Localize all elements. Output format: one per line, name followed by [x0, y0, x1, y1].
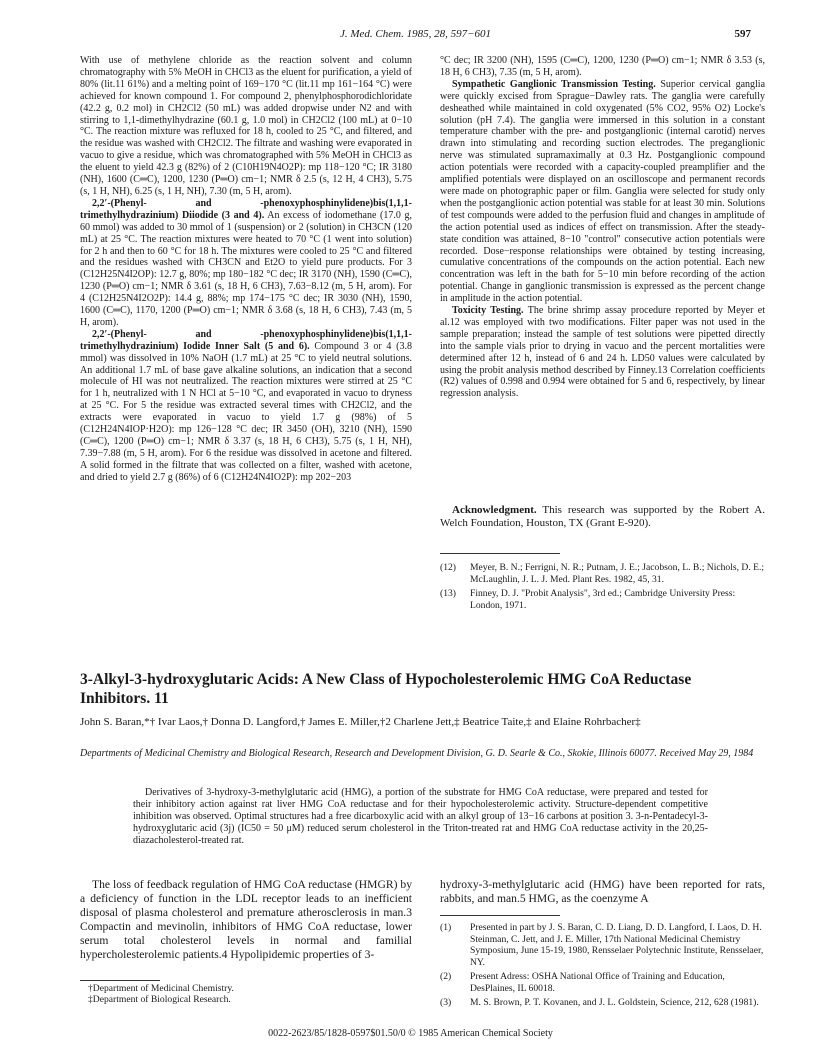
paragraph-continuation: °C dec; IR 3200 (NH), 1595 (C═C), 1200, 1230 (P═O) cm−1; NMR δ 3.53 (s, 18 H, 6 CH3), 7.35 (m, 5 H, arom).: [440, 55, 765, 78]
acknowledgment-heading: Acknowledgment.: [452, 504, 537, 516]
section-ganglionic: [440, 79, 765, 305]
article-body-right: [440, 878, 765, 906]
reference-text: Finney, D. J. "Probit Analysis", 3rd ed.; Cambridge University Press: London, 1971.: [470, 588, 736, 611]
article-title: 3-Alkyl-3-hydroxyglutaric Acids: A New Class of Hypocholesterolemic HMG CoA Reductase Inhibitors. 11: [80, 671, 692, 707]
reference-item: [440, 997, 765, 1009]
reference-number: (12): [440, 562, 456, 573]
acknowledgment: [440, 504, 765, 530]
section-inner-salt: [80, 329, 412, 484]
copyright-footer: 0022-2623/85/1828-0597$01.50/0 © 1985 American Chemical Society: [268, 1028, 553, 1039]
references-divider: [440, 915, 560, 916]
reference-item: [440, 588, 765, 611]
abstract-text: Derivatives of 3-hydroxy-3-methylglutaric acid (HMG), a portion of the substrate for HMG CoA reductase, were prepared and tested for their inhibitory action against rat liver HMG CoA reductase and for their hypocholesterolemic activity. Structure-dependent competitive inhibition was observed. Optimal structures had a free dicarboxylic acid with an alkyl group of 13−16 carbons at position 3. 3-n-Pentadecyl-3-hydroxyglutaric acid (3j) (IC50 = 50 μM) reduced serum cholesterol in the Triton-treated rat and HMG CoA reductase activity in the 20,25-diazacholesterol-treated rat.: [133, 787, 708, 846]
section-toxicity: [440, 305, 765, 400]
section-text: An excess of iodomethane (17.0 g, 60 mmol) was added to 30 mmol of 1 (suspension) or 2 (solution) in CH3CN (120 mL) at 25 °C. The reaction mixtures were heated to 70 °C (1 went into solution) for 2 h and then to 60 °C for 18 h. The mixtures were cooled to 25 °C and filtered and the residues washed with CH3CN and Et2O to yield pure products. For 3 (C12H25N4I2OP): 12.7 g, 80%; mp 180−182 °C dec; IR 3170 (NH), 1590 (C═C), 1230 (P═O) cm−1; NMR δ 3.61 (s, 18 H, 6 CH3), 7.63−8.12 (m, 5 H, arom). For 4 (C12H25N4I2O2P): 14.4 g, 88%; mp 174−175 °C dec; IR 3030 (NH), 1590, 1600 (C═C), 1170, 1200 (P═O) cm−1; NMR δ 3.68 (s, 18 H, 6 CH3), 7.43 (m, 5 H, arom).: [80, 209, 412, 328]
section-heading: 2,2′-(Phenyl- and -phenoxyphosphinylidene)bis(1,1,1-trimethylhydrazinium) Iodide Inner Salt (5 and 6).: [80, 328, 412, 352]
reference-item: [440, 922, 765, 968]
article-affiliation: Departments of Medicinal Chemistry and Biological Research, Research and Development Division, G. D. Searle & Co., Skokie, Illinois 60077. Received May 29, 1984: [80, 748, 754, 759]
section-heading: Toxicity Testing.: [452, 305, 524, 317]
section-heading: 2,2′-(Phenyl- and -phenoxyphosphinylidene)bis(1,1,1-trimethylhydrazinium) Diiodide (3 and 4).: [80, 197, 412, 221]
reference-number: (13): [440, 588, 456, 599]
body-paragraph: hydroxy-3-methylglutaric acid (HMG) have been reported for rats, rabbits, and man.5 HMG, as the coenzyme A: [440, 878, 765, 905]
reference-number: (1): [440, 922, 452, 933]
reference-item: [440, 971, 765, 994]
article-authors: John S. Baran,*† Ivar Laos,† Donna D. Langford,† James E. Miller,†2 Charlene Jett,‡ Beatrice Taite,‡ and Elaine Rohrbacher‡: [80, 716, 641, 728]
acknowledgment-text: This research was supported by the Robert A. Welch Foundation, Houston, TX (Grant E-920).: [440, 504, 765, 529]
footnote-item: †Department of Medicinal Chemistry.: [88, 983, 234, 994]
article-abstract: [133, 787, 708, 847]
right-column: [440, 55, 765, 400]
left-column: [80, 55, 412, 484]
reference-item: [440, 562, 765, 585]
section-text: Compound 3 or 4 (3.8 mmol) was dissolved in 10% NaOH (1.7 mL) at 25 °C to yield neutral solutions. An additional 1.7 mL of base gave alkaline solutions, an indication that a second molecule of HI was not neutralized. The reaction mixtures were stirred at 25 °C for 1 h, neutralized with 1 N HCl at 5−10 °C, and evaporated in vacuo to dryness at 25 °C. For 5 the residue was extracted several times with CH2Cl2, and the extracts were evaporated in vacuo to yield 1.7 g (98%) of 5 (C12H24N4IOP·H2O): mp 126−128 °C dec; IR 3450 (OH), 3210 (NH), 1590 (C═C), 1200 (P═O) cm−1; NMR δ 3.37 (s, 18 H, 6 CH3), 5.75 (s, 1 H, NH), 7.39−7.88 (m, 5 H, arom). For 6 the residue was dissolved in acetone and filtered. A solid formed in the filtrate that was collected on a filter, washed with acetone, and dried to yield 2.7 g (86%) of 6 (C12H24N4IO2P): mp 202−203: [80, 340, 412, 483]
running-head: [80, 28, 751, 44]
reference-number: (3): [440, 997, 452, 1008]
body-paragraph: The loss of feedback regulation of HMG CoA reductase (HMGR) by a deficiency of function in the LDL receptor leads to an inefficient disposal of plasma cholesterol and premature atherosclerosis in man.3 Compactin and mevinolin, inhibitors of HMG CoA reductase, lower serum total cholesterol levels in normal and familial hypercholesterolemic patients.4 Hypolipidemic properties of 3-: [80, 878, 412, 961]
reference-text: Meyer, B. N.; Ferrigni, N. R.; Putnam, J. E.; Jacobson, L. B.; Nichols, D. E.; McLaughlin, J. L. J. Med. Plant Res. 1982, 45, 31.: [470, 562, 765, 585]
references-divider: [440, 553, 560, 554]
section-text: The brine shrimp assay procedure reported by Meyer et al.12 was employed with two modifications. Filter paper was not used in the sample preparation; instead the sample of test solutions were pipetted directly into the sample vials prior to drying in vacuo and the percent mortalities were determined after 12 h, instead of 6 and 24 h. LD50 values were calculated by using the probit analysis method described by Finney.13 Correlation coefficients (R2) values of 0.998 and 0.994 were obtained for 5 and 6, respectively, by linear regression analysis.: [440, 305, 766, 400]
paragraph-compounds-1-2: With use of methylene chloride as the reaction solvent and column chromatography with 5% MeOH in CHCl3 as the eluent for purification, a yield of 80% (lit.11 61%) and a melting point of 169−170 °C (lit.11 mp 161−164 °C) were achieved for known compound 1. For compound 2, phenylphosphorodichloridate (42.2 g, 0.2 mol) in CH2Cl2 (50 mL) was added dropwise under N2 and with stirring to 1,1-dimethylhydrazine (60.1 g, 1.0 mol) in CH2Cl2 (100 mL) at 0−10 °C. The reaction mixture was refluxed for 18 h, cooled to 25 °C, and filtered, and the residue was washed with CH2Cl2. The filtrate and washing were evaporated in vacuo to give a residue, which was chromatographed with 5% MeOH in CHCl3 as the eluent to yield 42.3 g (82%) of 2 (C10H19N4O2P): mp 118−120 °C; IR 3180 (NH), 1600 (C═C), 1200, 1230 (P═O) cm−1; NMR δ 2.5 (s, 12 H, 4 CH3), 5.75 (s, 1 H, NH), 6.25 (s, 1 H, NH), 7.30 (m, 5 H, arom).: [80, 55, 412, 197]
reference-number: (2): [440, 971, 452, 982]
reference-text: M. S. Brown, P. T. Kovanen, and J. L. Goldstein, Science, 212, 628 (1981).: [470, 997, 759, 1008]
reference-text: Presented in part by J. S. Baran, C. D. Liang, D. D. Langford, I. Laos, D. H. Steinman, C. Jett, and J. E. Miller, 17th National Medicinal Chemistry Symposium, June 15-19, 1980, Rensselaer Polytechnic Institute, Rensselaer, NY.: [470, 922, 764, 968]
footnotes: [80, 983, 412, 1005]
reference-text: Present Adress: OSHA National Office of Training and Education, DesPlaines, IL 60018.: [470, 971, 725, 994]
references-top: [440, 562, 765, 614]
section-diiodide: [80, 198, 412, 329]
references-bottom: [440, 922, 765, 1012]
footnote-item: ‡Department of Biological Research.: [88, 994, 231, 1005]
section-heading: Sympathetic Ganglionic Transmission Testing.: [452, 78, 656, 90]
section-text: Superior cervical ganglia were quickly excised from Sprague−Dawley rats. The ganglia were carefully desheathed while maintained in cold oxygenated (5% CO2, 95% O2) Locke's solution (pH 7.4). The ganglia were immersed in this solution in a constant temperature chamber with the pre- and postganglionic (internal carotid) nerves drawn into stimulating and recording suction electrodes. The preganglionic nerve was stimulated supramaximally at 0.3 Hz. Postganglionic compound action potentials were recorded with a capacity-coupled preamplifier and the amplified potentials were displayed on an oscilloscope and permanent records were made on photographic paper or film. Ganglia were selected for study only when the postganglionic action potential was stable for at least 30 min. Solutions of test compounds were added to the perfusion fluid and changes in amplitude of the action potential used as indices of effect on transmission. After the steady-state condition was attained, 8−10 "control" consecutive action potentials were recorded. Dose−response relationships were obtained by testing increasing, cumulative concentrations of the compounds on the action potential. Each new concentration was left in the bath for 5−10 min before recording of the action potential. Change in ganglionic transmission is expressed as the percent change in amplitude in the action potential.: [440, 78, 766, 305]
journal-citation: J. Med. Chem. 1985, 28, 597−601: [339, 28, 491, 40]
footnote-divider: [80, 980, 160, 981]
page-number: 597: [734, 28, 751, 40]
article-body-left: [80, 878, 412, 962]
